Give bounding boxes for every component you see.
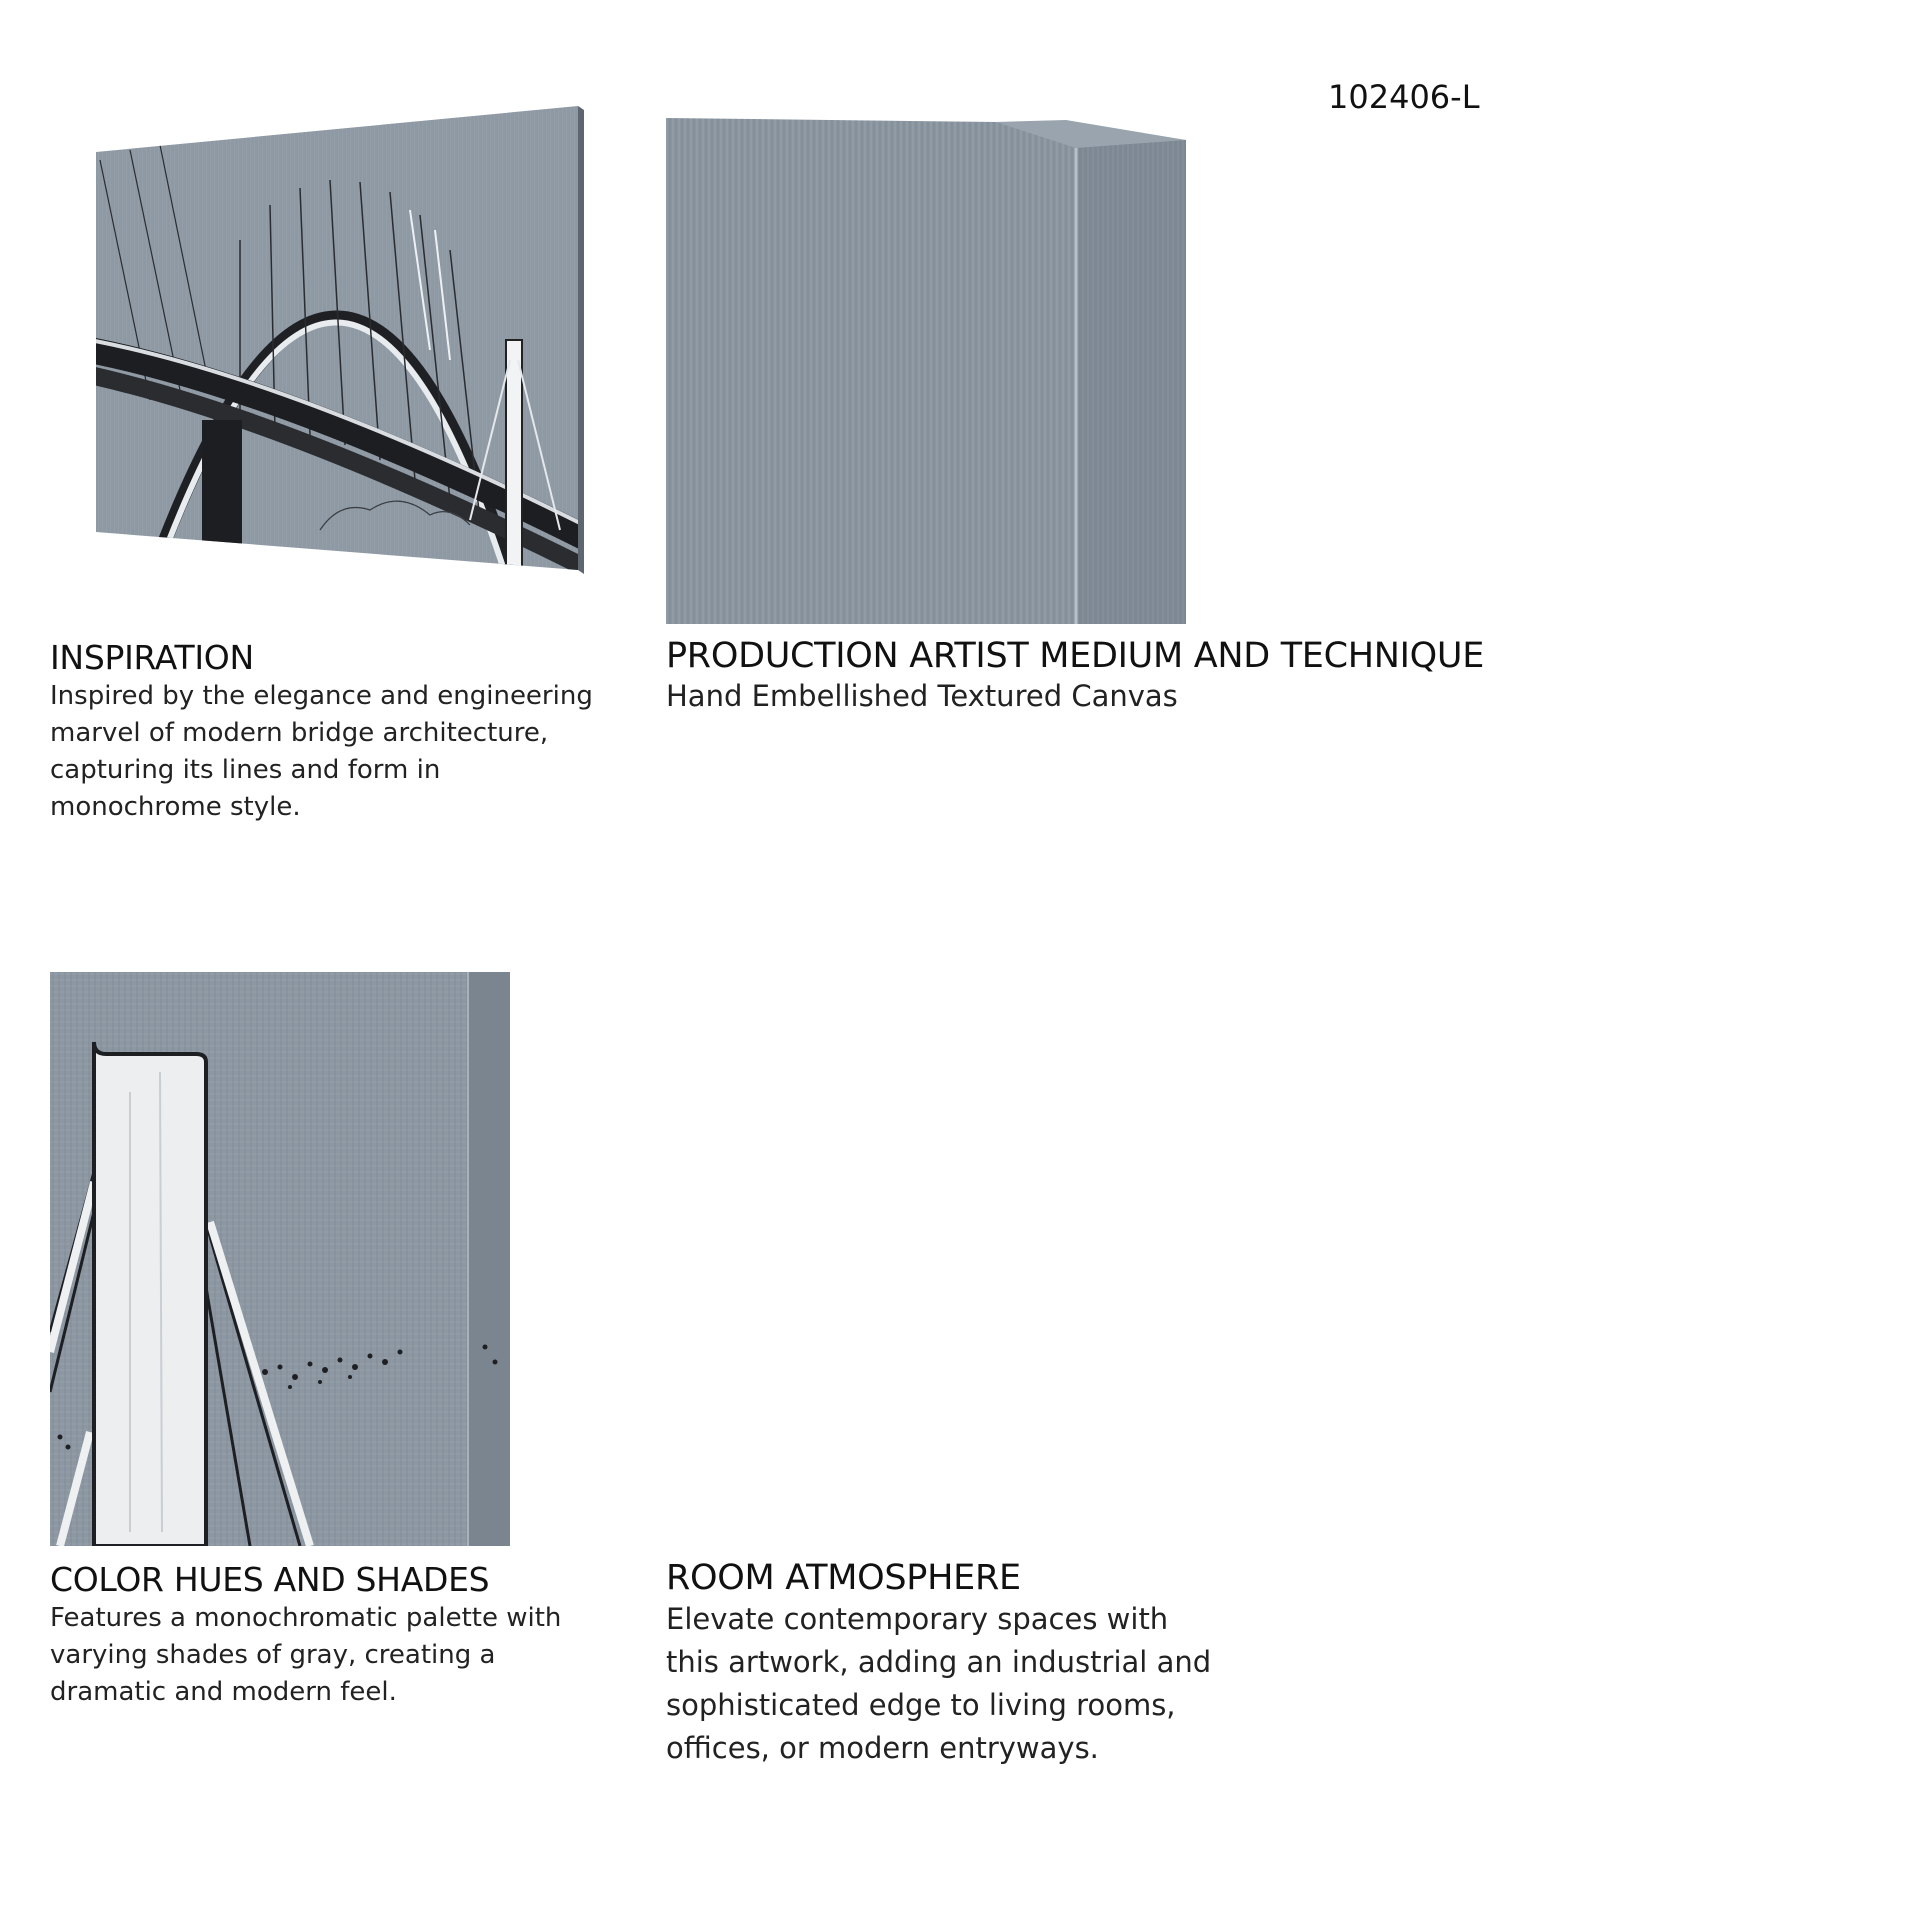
production-text: Hand Embellished Textured Canvas (666, 679, 1178, 713)
color-hues-heading: COLOR HUES AND SHADES (50, 1560, 490, 1599)
inspiration-heading: INSPIRATION (50, 638, 254, 677)
room-atmosphere-section (666, 1558, 1226, 1770)
production-section (666, 636, 1566, 716)
inspiration-text: Inspired by the elegance and engineering marvel of modern bridge architecture, capturing its lines and form in monochrome style. (50, 681, 593, 822)
bridge-tower-detail-image (50, 972, 510, 1546)
bridge-canvas-image (90, 100, 590, 580)
room-atmosphere-heading: ROOM ATMOSPHERE (666, 1558, 1021, 1598)
color-hues-text: Features a monochromatic palette with varying shades of gray, creating a dramatic and modern feel. (50, 1603, 562, 1707)
room-atmosphere-text: Elevate contemporary spaces with this artwork, adding an industrial and sophisticated edge to living rooms, offices, or modern entryways. (666, 1602, 1212, 1765)
production-heading: PRODUCTION ARTIST MEDIUM AND TECHNIQUE (666, 636, 1485, 676)
inspiration-section (50, 638, 610, 826)
canvas-edge-closeup-image (666, 118, 1186, 624)
product-sku: 102406-L (1328, 78, 1480, 116)
color-hues-section (50, 1560, 610, 1711)
